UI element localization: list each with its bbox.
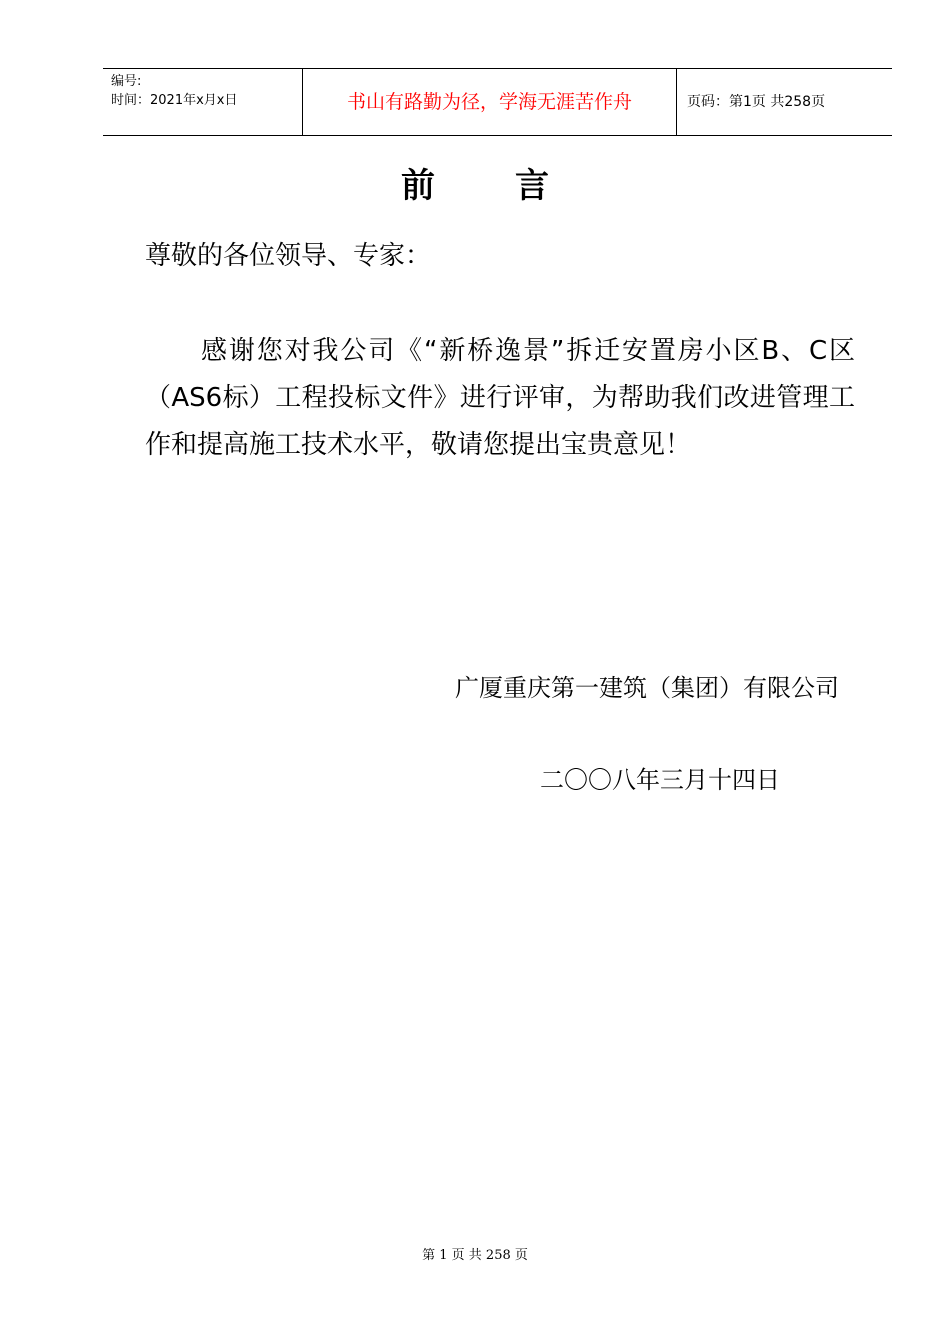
- signature-date: 二〇〇八年三月十四日: [540, 766, 780, 794]
- title-char-2: 言: [515, 166, 549, 206]
- salutation: 尊敬的各位领导、专家：: [145, 241, 432, 271]
- body-paragraph: 感谢您对我公司《“新桥逸景”拆迁安置房小区B、C区（AS6标）工程投标文件》进行评审，为帮助我们改进管理工作和提高施工技术水平，敬请您提出宝贵意见！: [145, 336, 855, 460]
- header-page-info: 页码：第1页 共258页: [687, 94, 826, 110]
- page-header: [103, 68, 892, 136]
- title-char-1: 前: [401, 166, 435, 206]
- number-label: 编号:: [111, 74, 142, 89]
- company-name: 广厦重庆第一建筑（集团）有限公司: [455, 674, 839, 702]
- header-left-cell: [103, 69, 303, 135]
- time-label: 时间：2021年x月x日: [111, 93, 238, 108]
- page-footer: 第 1 页 共 258 页: [422, 1248, 528, 1263]
- page-title: [0, 163, 950, 209]
- header-motto: 书山有路勤为径，学海无涯苦作舟: [303, 69, 677, 135]
